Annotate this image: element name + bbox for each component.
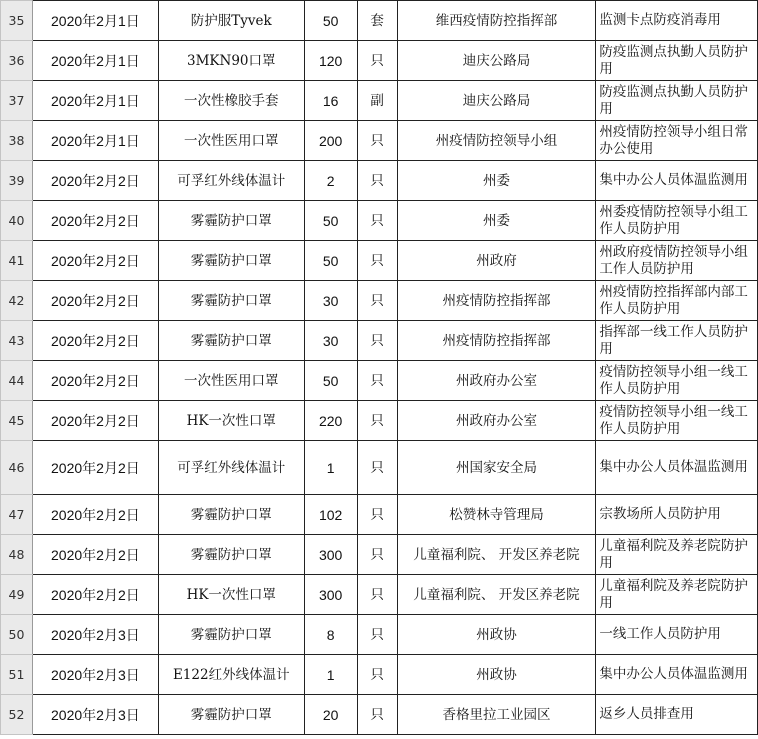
row-number[interactable]: 40 [1,201,33,241]
unit-cell[interactable]: 只 [357,655,397,695]
usage-cell[interactable]: 集中办公人员体温监测用 [596,161,758,201]
unit-cell[interactable]: 只 [357,121,397,161]
item-cell[interactable]: 雾霾防护口罩 [158,495,304,535]
unit-cell[interactable]: 套 [357,1,397,41]
date-cell[interactable]: 2020年2月1日 [32,81,158,121]
date-cell[interactable]: 2020年2月2日 [32,241,158,281]
item-cell[interactable]: 一次性医用口罩 [158,361,304,401]
unit-cell[interactable]: 只 [357,401,397,441]
department-cell[interactable]: 州疫情防控指挥部 [397,321,596,361]
date-cell[interactable]: 2020年2月1日 [32,121,158,161]
table-row [1,695,758,735]
department-cell[interactable]: 州疫情防控领导小组 [397,121,596,161]
row-number[interactable]: 47 [1,495,33,535]
usage-cell[interactable]: 监测卡点防疫消毒用 [596,1,758,41]
quantity-cell[interactable]: 16 [304,81,357,121]
table-row [1,201,758,241]
row-number[interactable]: 50 [1,615,33,655]
quantity-cell[interactable]: 120 [304,41,357,81]
item-cell[interactable]: 雾霾防护口罩 [158,201,304,241]
table-row [1,81,758,121]
table-row [1,161,758,201]
department-cell[interactable]: 迪庆公路局 [397,81,596,121]
department-cell[interactable]: 儿童福利院、 开发区养老院 [397,575,596,615]
unit-cell[interactable]: 只 [357,161,397,201]
item-cell[interactable]: 3MKN90口罩 [158,41,304,81]
quantity-cell[interactable]: 50 [304,1,357,41]
usage-cell[interactable]: 集中办公人员体温监测用 [596,441,758,495]
row-number[interactable]: 51 [1,655,33,695]
item-cell[interactable]: 雾霾防护口罩 [158,281,304,321]
date-cell[interactable]: 2020年2月2日 [32,281,158,321]
usage-cell[interactable]: 州疫情防控领导小组日常办公使用 [596,121,758,161]
row-number[interactable]: 38 [1,121,33,161]
unit-cell[interactable]: 只 [357,615,397,655]
department-cell[interactable]: 州委 [397,201,596,241]
item-cell[interactable]: 雾霾防护口罩 [158,535,304,575]
table-row [1,281,758,321]
row-number[interactable]: 35 [1,1,33,41]
unit-cell[interactable]: 只 [357,695,397,735]
table-row [1,655,758,695]
quantity-cell[interactable]: 300 [304,535,357,575]
department-cell[interactable]: 州政协 [397,615,596,655]
table-row [1,575,758,615]
department-cell[interactable]: 州政府办公室 [397,361,596,401]
unit-cell[interactable]: 只 [357,281,397,321]
item-cell[interactable]: 雾霾防护口罩 [158,695,304,735]
unit-cell[interactable]: 只 [357,41,397,81]
row-number[interactable]: 41 [1,241,33,281]
table-row [1,535,758,575]
unit-cell[interactable]: 只 [357,201,397,241]
unit-cell[interactable]: 只 [357,575,397,615]
row-number[interactable]: 44 [1,361,33,401]
quantity-cell[interactable]: 1 [304,655,357,695]
row-number[interactable]: 43 [1,321,33,361]
item-cell[interactable]: E122红外线体温计 [158,655,304,695]
quantity-cell[interactable]: 50 [304,361,357,401]
date-cell[interactable]: 2020年2月2日 [32,535,158,575]
department-cell[interactable]: 维西疫情防控指挥部 [397,1,596,41]
item-cell[interactable]: 一次性医用口罩 [158,121,304,161]
date-cell[interactable]: 2020年2月3日 [32,655,158,695]
usage-cell[interactable]: 防疫监测点执勤人员防护用 [596,81,758,121]
usage-cell[interactable]: 州委疫情防控领导小组工作人员防护用 [596,201,758,241]
row-number[interactable]: 37 [1,81,33,121]
unit-cell[interactable]: 副 [357,81,397,121]
table-row [1,41,758,81]
row-number[interactable]: 52 [1,695,33,735]
table-row [1,361,758,401]
table-body [1,1,758,735]
unit-cell[interactable]: 只 [357,241,397,281]
table-row [1,1,758,41]
usage-cell[interactable]: 宗教场所人员防护用 [596,495,758,535]
date-cell[interactable]: 2020年2月1日 [32,1,158,41]
table-row [1,321,758,361]
row-number[interactable]: 49 [1,575,33,615]
row-number[interactable]: 36 [1,41,33,81]
usage-cell[interactable]: 疫情防控领导小组一线工作人员防护用 [596,401,758,441]
quantity-cell[interactable]: 300 [304,575,357,615]
row-number[interactable]: 46 [1,441,33,495]
date-cell[interactable]: 2020年2月2日 [32,321,158,361]
unit-cell[interactable]: 只 [357,321,397,361]
date-cell[interactable]: 2020年2月2日 [32,201,158,241]
table-row [1,441,758,495]
usage-cell[interactable]: 返乡人员排查用 [596,695,758,735]
quantity-cell[interactable]: 8 [304,615,357,655]
department-cell[interactable]: 州委 [397,161,596,201]
usage-cell[interactable]: 疫情防控领导小组一线工作人员防护用 [596,361,758,401]
quantity-cell[interactable]: 1 [304,441,357,495]
row-number[interactable]: 42 [1,281,33,321]
row-number[interactable]: 45 [1,401,33,441]
date-cell[interactable]: 2020年2月2日 [32,361,158,401]
usage-cell[interactable]: 指挥部一线工作人员防护用 [596,321,758,361]
item-cell[interactable]: 一次性橡胶手套 [158,81,304,121]
quantity-cell[interactable]: 2 [304,161,357,201]
department-cell[interactable]: 儿童福利院、 开发区养老院 [397,535,596,575]
usage-cell[interactable]: 州政府疫情防控领导小组工作人员防护用 [596,241,758,281]
quantity-cell[interactable]: 220 [304,401,357,441]
department-cell[interactable]: 松赞林寺管理局 [397,495,596,535]
item-cell[interactable]: 防护服Tyvek [158,1,304,41]
quantity-cell[interactable]: 30 [304,281,357,321]
unit-cell[interactable]: 只 [357,495,397,535]
department-cell[interactable]: 州政府办公室 [397,401,596,441]
date-cell[interactable]: 2020年2月2日 [32,495,158,535]
date-cell[interactable]: 2020年2月3日 [32,695,158,735]
item-cell[interactable]: 可孚红外线体温计 [158,441,304,495]
table-row [1,401,758,441]
item-cell[interactable]: HK一次性口罩 [158,401,304,441]
quantity-cell[interactable]: 200 [304,121,357,161]
item-cell[interactable]: 雾霾防护口罩 [158,241,304,281]
row-number[interactable]: 39 [1,161,33,201]
quantity-cell[interactable]: 30 [304,321,357,361]
row-number[interactable]: 48 [1,535,33,575]
unit-cell[interactable]: 只 [357,361,397,401]
usage-cell[interactable]: 防疫监测点执勤人员防护用 [596,41,758,81]
usage-cell[interactable]: 一线工作人员防护用 [596,615,758,655]
department-cell[interactable]: 州疫情防控指挥部 [397,281,596,321]
usage-cell[interactable]: 儿童福利院及养老院防护用 [596,575,758,615]
quantity-cell[interactable]: 50 [304,241,357,281]
date-cell[interactable]: 2020年2月2日 [32,575,158,615]
usage-cell[interactable]: 儿童福利院及养老院防护用 [596,535,758,575]
item-cell[interactable]: 雾霾防护口罩 [158,615,304,655]
table-row [1,615,758,655]
date-cell[interactable]: 2020年2月2日 [32,161,158,201]
quantity-cell[interactable]: 20 [304,695,357,735]
date-cell[interactable]: 2020年2月2日 [32,401,158,441]
item-cell[interactable]: 可孚红外线体温计 [158,161,304,201]
unit-cell[interactable]: 只 [357,441,397,495]
department-cell[interactable]: 州政府 [397,241,596,281]
table-row [1,495,758,535]
item-cell[interactable]: HK一次性口罩 [158,575,304,615]
item-cell[interactable]: 雾霾防护口罩 [158,321,304,361]
quantity-cell[interactable]: 50 [304,201,357,241]
unit-cell[interactable]: 只 [357,535,397,575]
date-cell[interactable]: 2020年2月2日 [32,441,158,495]
department-cell[interactable]: 香格里拉工业园区 [397,695,596,735]
quantity-cell[interactable]: 102 [304,495,357,535]
department-cell[interactable]: 迪庆公路局 [397,41,596,81]
date-cell[interactable]: 2020年2月3日 [32,615,158,655]
department-cell[interactable]: 州国家安全局 [397,441,596,495]
table-row [1,121,758,161]
usage-cell[interactable]: 州疫情防控指挥部内部工作人员防护用 [596,281,758,321]
usage-cell[interactable]: 集中办公人员体温监测用 [596,655,758,695]
date-cell[interactable]: 2020年2月1日 [32,41,158,81]
table-row [1,241,758,281]
department-cell[interactable]: 州政协 [397,655,596,695]
